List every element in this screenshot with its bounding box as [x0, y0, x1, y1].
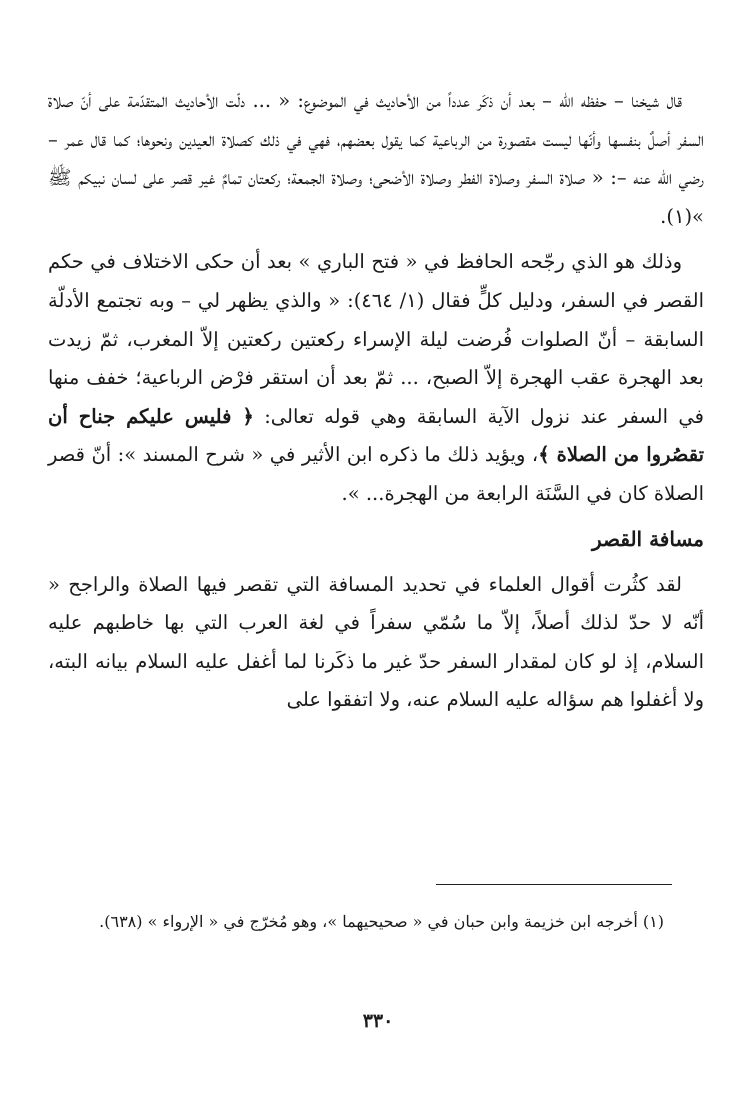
- section-heading: مسافة القصر: [591, 526, 704, 551]
- paragraph-2-after: ، ويؤيد ذلك ما ذكره ابن الأثير في « شرح المسند »: أنّ قصر الصلاة كان في السَّنَة الرابعة من الهجرة... ».: [48, 443, 704, 505]
- footnote: (١) أخرجه ابن خزيمة وابن حبان في « صحيحيهما »، وهو مُخرّج في « الإرواء » (٦٣٨).: [99, 912, 664, 931]
- footnote-divider: [436, 884, 672, 885]
- paragraph-1-text: قال شيخنا – حفظه الله – بعد أن ذكَر عدداً من الأحاديث في الموضوع: « ... دلّت الأحاديث المتقدّمة على أنّ صلاة السفر أصلٌ بنفسها وأنّها ليست مقصورة من الرباعية كما يقول بعضهم، فهي في ذلك كصلاة العيدين ونحوها؛ كما قال عمر – رضي الله عنه –: « صلاة السفر وصلاة الفطر وصلاة الأضحى؛ وصلاة الجمعة؛ ركعتان تمامٌ غير قصر على لسان نبيكم ﷺ »(١).: [48, 89, 704, 228]
- paragraph-3: [48, 566, 704, 720]
- page-body: [48, 82, 704, 720]
- paragraph-1: [48, 82, 704, 236]
- paragraph-2-before: وذلك هو الذي رجّحه الحافظ في « فتح الباري » بعد أن حكى الاختلاف في حكم القصر في السفر، ودليل كلٍّ فقال (١/ ٤٦٤): « والذي يظهر لي – وبه تجتمع الأدلّة السابقة – أنّ الصلوات فُرضت ليلة الإسراء ركعتين ركعتين إلاّ المغرب، ثمّ زيدت بعد الهجرة عقب الهجرة إلاّ الصبح، ... ثمّ بعد أن استقر فرْض الرباعية؛ خفف منها في السفر عند نزول الآية السابقة وهي قوله تعالى:: [48, 250, 705, 428]
- quran-verse: ﴿ فليس عليكم جناح أن تقصُروا من الصلاة ﴾: [48, 404, 705, 467]
- paragraph-3-text: لقد كثُرت أقوال العلماء في تحديد المسافة التي تقصر فيها الصلاة والراجح « أنّه لا حدّ لذلك أصلاً، إلاّ ما سُمّي سفراً في لغة العرب التي بها خاطبهم عليه السلام، إذ لو كان لمقدار السفر حدّ غير ما ذكَرنا لما أغفل عليه السلام بيانه البته، ولا أغفلوا هم سؤاله عليه السلام عنه، ولا اتفقوا على: [48, 572, 704, 712]
- page-number: ٣٣٠: [362, 1010, 394, 1032]
- paragraph-2: [48, 243, 704, 513]
